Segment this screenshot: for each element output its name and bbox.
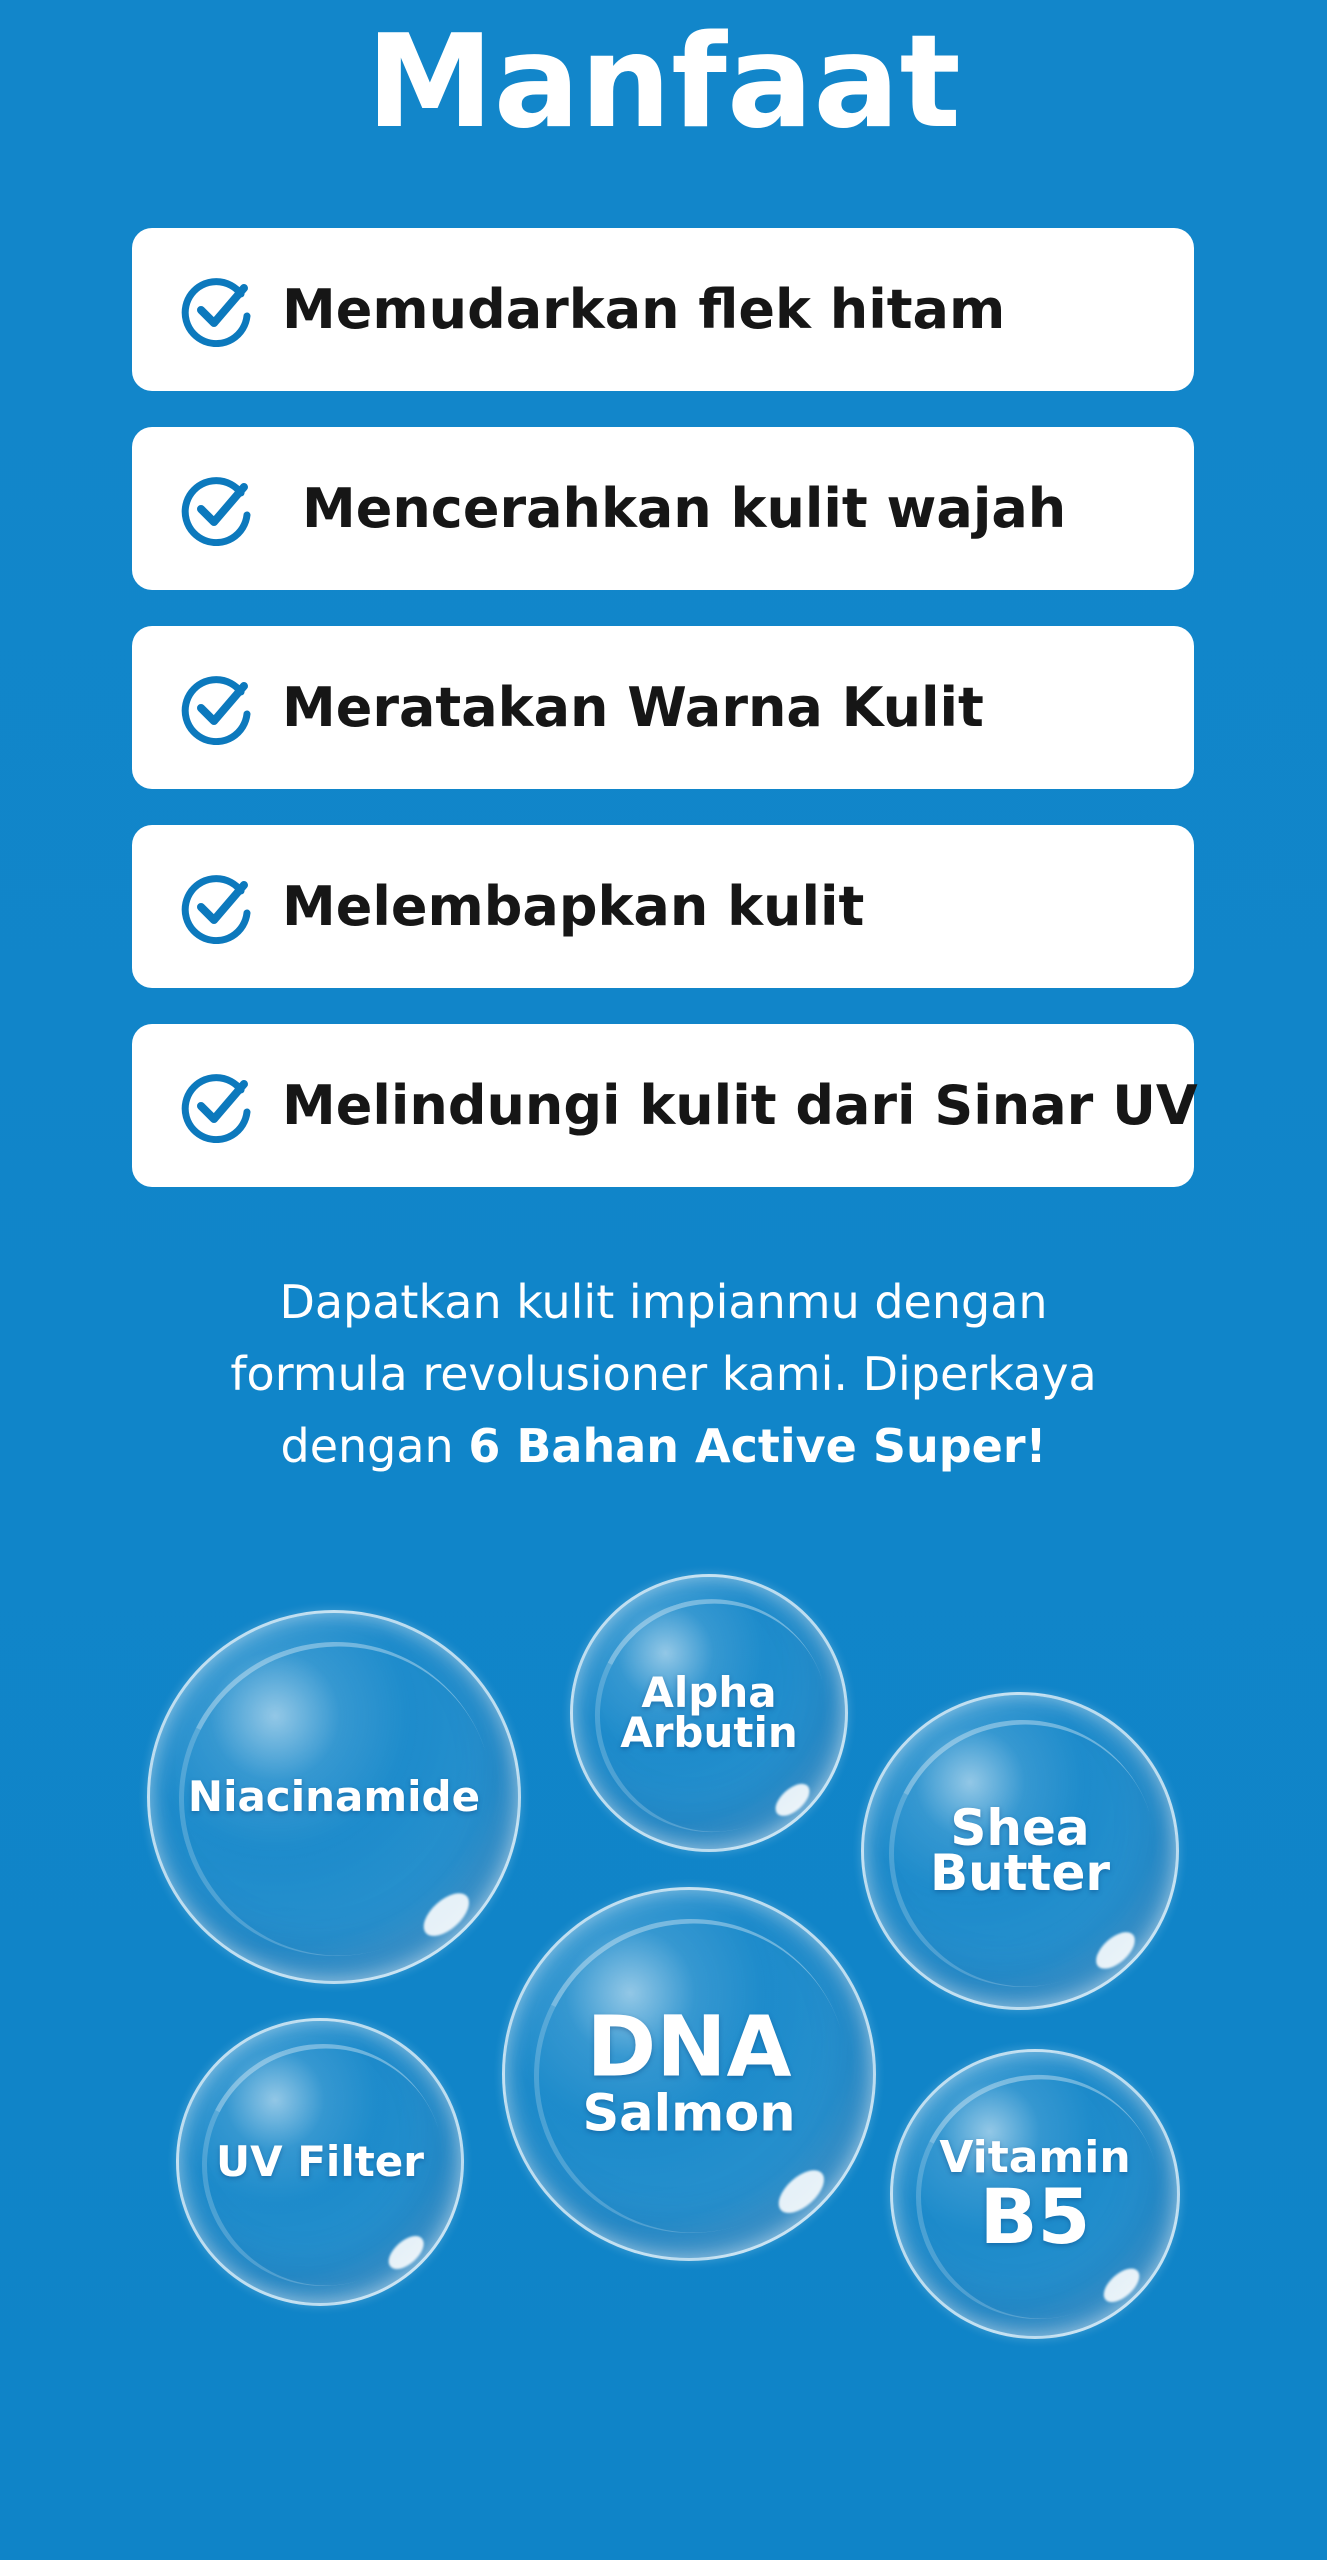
- intro-line-prefix: dengan: [280, 1419, 469, 1473]
- ingredient-label-line: B5: [979, 2172, 1091, 2261]
- benefit-label: Mencerahkan kulit wajah: [302, 476, 1067, 540]
- intro-line: formula revolusioner kami. Diperkaya: [230, 1347, 1097, 1401]
- ingredient-bubble-vitamin-b5: [890, 2049, 1180, 2339]
- ingredient-label-line: Arbutin: [620, 1708, 798, 1757]
- ingredient-label-line: Salmon: [582, 2084, 796, 2144]
- benefit-label: Memudarkan flek hitam: [282, 277, 1006, 341]
- ingredient-label-line: Shea: [950, 1799, 1090, 1857]
- ingredient-label-line: Butter: [929, 1844, 1111, 1902]
- benefit-label: Meratakan Warna Kulit: [282, 675, 984, 739]
- ingredient-label: UV Filter: [216, 2137, 424, 2186]
- ingredient-label: Niacinamide: [187, 1772, 481, 1821]
- ingredient-label: [505, 1997, 873, 2144]
- ingredient-label: [893, 2131, 1177, 2261]
- ingredient-label-line: Alpha: [641, 1668, 777, 1718]
- ingredient-bubble-shea-butter: [861, 1692, 1179, 2010]
- ingredient-label-line: DNA: [586, 1997, 792, 2096]
- intro-line: Dapatkan kulit impianmu dengan: [279, 1275, 1048, 1329]
- ingredient-bubble-uv-filter: [176, 2018, 464, 2306]
- ingredient-bubble-niacinamide: [147, 1610, 521, 1984]
- benefit-label: Melembapkan kulit: [282, 874, 865, 938]
- ingredient-bubble-alpha-arbutin: [570, 1574, 848, 1852]
- ingredient-label: [864, 1799, 1176, 1902]
- ingredient-label: [573, 1668, 845, 1757]
- ingredient-bubble-dna-salmon: [502, 1887, 876, 2261]
- benefit-label: Melindungi kulit dari Sinar UV: [282, 1073, 1198, 1137]
- intro-highlight: 6 Bahan Active Super!: [468, 1419, 1047, 1473]
- ingredient-label-line: Vitamin: [939, 2131, 1131, 2183]
- page-title: Manfaat: [366, 8, 961, 157]
